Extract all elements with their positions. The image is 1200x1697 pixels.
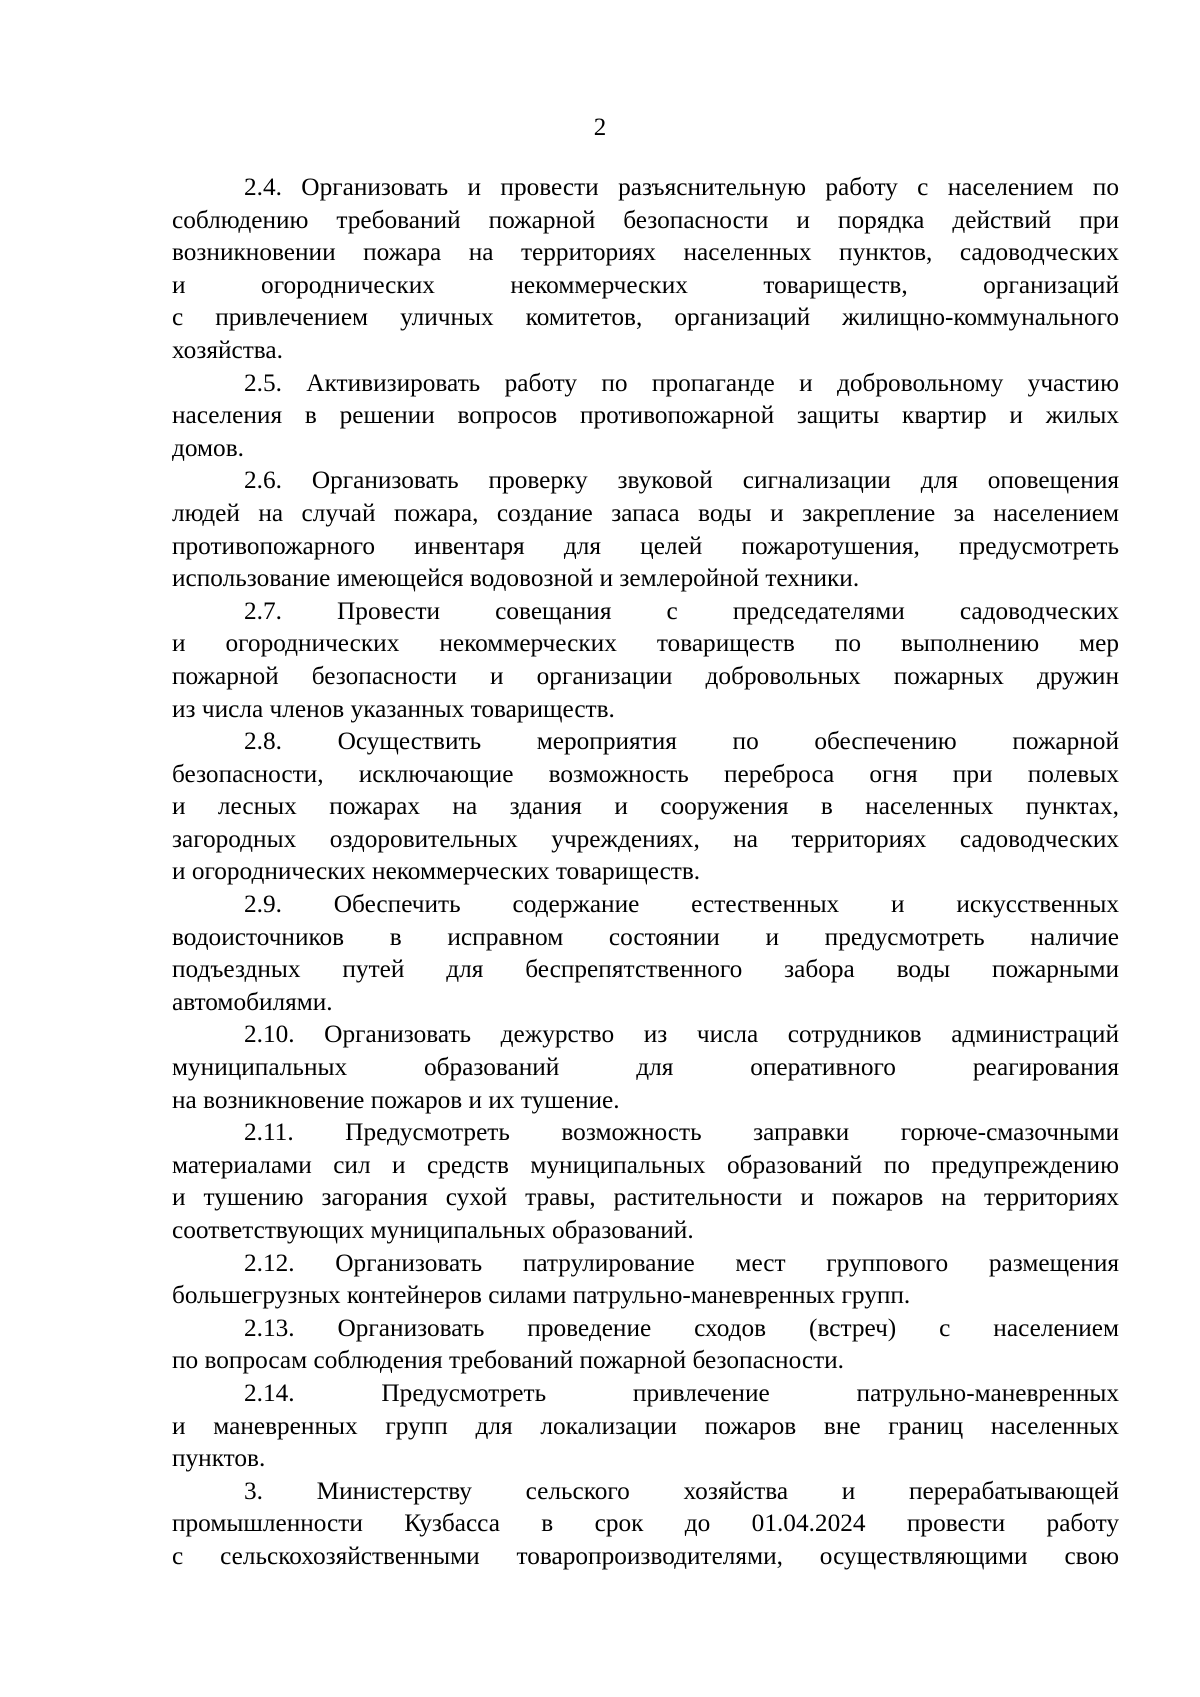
page-number: 2	[593, 114, 607, 141]
paragraph-line: 2.11. Предусмотреть возможность заправки горюче-смазочными	[244, 1118, 1119, 1147]
paragraph-line: материалами сил и средств муниципальных образований по предупреждению	[172, 1150, 1119, 1179]
paragraph	[172, 171, 1119, 367]
paragraph	[172, 1116, 1119, 1246]
paragraph-line: 2.9. Обеспечить содержание естественных и искусственных	[244, 890, 1119, 919]
paragraph-line: 2.12. Организовать патрулирование мест группового размещения	[244, 1248, 1119, 1277]
paragraph-line: 2.13. Организовать проведение сходов (встреч) с населением	[244, 1313, 1119, 1342]
paragraph-line: и огороднических некоммерческих товариществ по выполнению мер	[172, 629, 1119, 658]
paragraph-line: и огороднических некоммерческих товариществ, организаций	[172, 270, 1119, 299]
paragraph-line: и маневренных групп для локализации пожаров вне границ населенных	[172, 1411, 1119, 1440]
paragraph-line: соблюдению требований пожарной безопасности и порядка действий при	[172, 205, 1119, 234]
paragraph-line: безопасности, исключающие возможность переброса огня при полевых	[172, 759, 1119, 788]
paragraph-line: 2.8. Осуществить мероприятия по обеспечению пожарной	[244, 727, 1119, 756]
paragraph-line: соответствующих муниципальных образований.	[172, 1216, 694, 1244]
paragraph-line: домов.	[172, 433, 244, 462]
paragraph-line: 2.6. Организовать проверку звуковой сигнализации для оповещения	[244, 466, 1119, 495]
paragraph	[172, 1475, 1119, 1573]
paragraph	[172, 1018, 1119, 1116]
paragraph-line: автомобилями.	[172, 987, 333, 1016]
paragraph-line: 2.7. Провести совещания с председателями садоводческих	[244, 596, 1119, 625]
paragraph-line: с сельскохозяйственными товаропроизводителями, осуществляющими свою	[172, 1541, 1119, 1570]
paragraph	[172, 595, 1119, 725]
paragraph	[172, 367, 1119, 465]
paragraph-line: и тушению загорания сухой травы, растительности и пожаров на территориях	[172, 1183, 1119, 1212]
paragraph-line: пожарной безопасности и организации добровольных пожарных дружин	[172, 661, 1119, 690]
paragraph-line: 2.4. Организовать и провести разъяснительную работу с населением по	[244, 173, 1119, 201]
paragraph-line: муниципальных образований для оперативного реагирования	[172, 1053, 1119, 1082]
paragraph-line: 2.14. Предусмотреть привлечение патрульно-маневренных	[244, 1378, 1119, 1407]
paragraph-line: 2.10. Организовать дежурство из числа сотрудников администраций	[244, 1020, 1119, 1049]
paragraph-line: загородных оздоровительных учреждениях, на территориях садоводческих	[172, 824, 1119, 853]
document-body	[172, 171, 1119, 1573]
paragraph	[172, 888, 1119, 1018]
paragraph-line: хозяйства.	[172, 335, 283, 364]
paragraph-line: 3. Министерству сельского хозяйства и перерабатывающей	[244, 1476, 1119, 1505]
paragraph	[172, 725, 1119, 888]
paragraph	[172, 1312, 1119, 1377]
paragraph	[172, 1247, 1119, 1312]
paragraph-line: на возникновение пожаров и их тушение.	[172, 1085, 620, 1114]
paragraph-line: людей на случай пожара, создание запаса воды и закрепление за населением	[172, 498, 1119, 527]
paragraph	[172, 464, 1119, 594]
paragraph-line: водоисточников в исправном состоянии и предусмотреть наличие	[172, 922, 1119, 951]
paragraph-line: и лесных пожарах на здания и сооружения в населенных пунктах,	[172, 792, 1119, 821]
paragraph-line: противопожарного инвентаря для целей пожаротушения, предусмотреть	[172, 531, 1119, 560]
paragraph-line: промышленности Кузбасса в срок до 01.04.2024 провести работу	[172, 1509, 1119, 1538]
paragraph-line: населения в решении вопросов противопожарной защиты квартир и жилых	[172, 401, 1119, 430]
paragraph-line: с привлечением уличных комитетов, организаций жилищно-коммунального	[172, 303, 1119, 332]
paragraph-line: по вопросам соблюдения требований пожарной безопасности.	[172, 1346, 844, 1375]
paragraph-line: возникновении пожара на территориях населенных пунктов, садоводческих	[172, 238, 1119, 267]
paragraph-line: и огороднических некоммерческих товариществ.	[172, 857, 701, 886]
paragraph-line: подъездных путей для беспрепятственного забора воды пожарными	[172, 955, 1119, 984]
paragraph-line: пунктов.	[172, 1444, 266, 1473]
paragraph-line: 2.5. Активизировать работу по пропаганде и добровольному участию	[244, 368, 1119, 397]
paragraph-line: из числа членов указанных товариществ.	[172, 694, 615, 723]
paragraph	[172, 1377, 1119, 1475]
paragraph-line: большегрузных контейнеров силами патрульно-маневренных групп.	[172, 1281, 911, 1310]
paragraph-line: использование имеющейся водовозной и землеройной техники.	[172, 564, 860, 593]
